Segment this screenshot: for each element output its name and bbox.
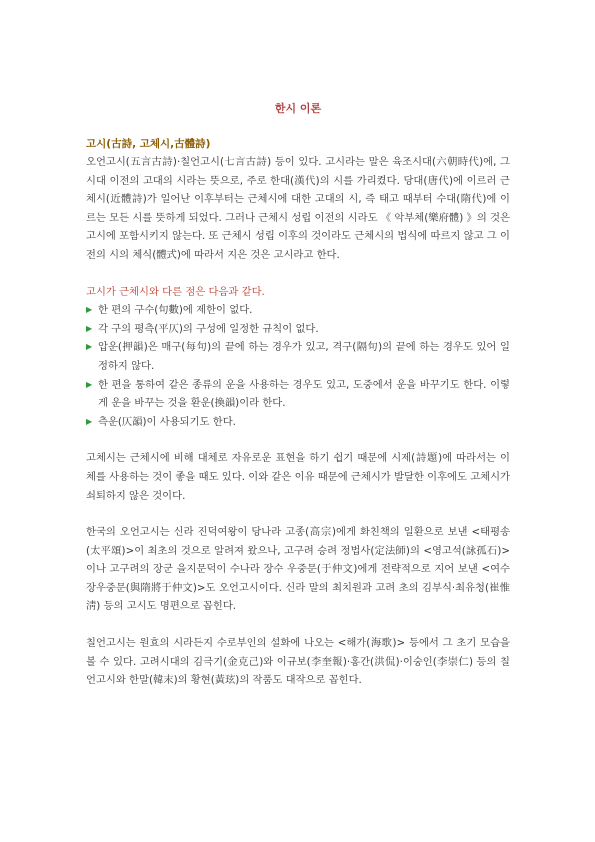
list-item-text: 측운(仄韻)이 사용되기도 한다. (98, 415, 236, 428)
page-title: 한시 이론 (274, 102, 322, 115)
triangle-bullet-icon: ▶ (86, 323, 93, 333)
triangle-bullet-icon: ▶ (86, 416, 93, 426)
difference-list (86, 301, 510, 431)
list-item (86, 376, 510, 413)
section-heading: 고시(古詩, 고체시,古體詩) (86, 138, 211, 150)
body-paragraph: 한국의 오언고시는 신라 진덕여왕이 당나라 고종(高宗)에게 화친책의 일환으로 보낸 <태평송(太平頌)>이 최초의 것으로 알려져 왔으나, 고구려 승려 정법사(定法師)의 <영고석(詠孤石)>이나 고구려의 장군 을지문덕이 수나라 장수 우중문(于仲文)에게 전략적으로 지어 보낸 <여수장우중문(與隋將于仲文)>도 오언고시이다. 신라 말의 최치원과 고려 초의 김부식·최유청(崔惟淸) 등의 고시도 명편으로 꼽힌다. (86, 526, 510, 613)
list-item (86, 320, 510, 339)
list-intro: 고시가 근체시와 다른 점은 다음과 같다. (86, 285, 265, 298)
list-item (86, 413, 510, 432)
body-paragraph: 고체시는 근체시에 비해 대체로 자유로운 표현을 하기 쉽기 때문에 시제(詩題)에 따라서는 이 체를 사용하는 것이 좋을 때도 있다. 이와 같은 이유 때문에 근체시가 발달한 이후에도 고체시가 쇠퇴하지 않은 것이다. (86, 452, 510, 502)
document-page (86, 100, 510, 708)
list-item-text: 한 편을 통하여 같은 종류의 운을 사용하는 경우도 있고, 도중에서 운을 바꾸기도 한다. 이렇게 운을 바꾸는 것을 환운(換韻)이라 한다. (98, 378, 510, 410)
list-item-text: 압운(押韻)은 매구(每句)의 끝에 하는 경우가 있고, 격구(隔句)의 끝에 하는 경우도 있어 일정하지 않다. (98, 341, 510, 372)
list-item-text: 한 편의 구수(句數)에 제한이 없다. (98, 304, 253, 317)
list-item (86, 338, 510, 375)
intro-paragraph: 오언고시(五言古詩)·칠언고시(七言古詩) 등이 있다. 고시라는 말은 육조시대(六朝時代)에, 그 시대 이전의 고대의 시라는 뜻으로, 주로 한대(漢代)의 시를 가리켰다. 당대(唐代)에 이르러 근체시(近體詩)가 일어난 이후부터는 근체시에 대한 고대의 시, 즉 태고 때부터 수대(隋代)에 이르는 모든 시를 뜻하게 되었다. 그러나 근체시 성립 이전의 시라도 《 악부체(樂府體) 》의 것은 고시에 포함시키지 않는다. 또 근체시 성립 이후의 것이라도 근체시의 법식에 따르지 않고 그 이전의 시의 체식(體式)에 따라서 지은 것은 고시라고 한다. (86, 156, 510, 261)
triangle-bullet-icon: ▶ (86, 379, 93, 389)
body-paragraph: 칠언고시는 원효의 시라든지 수로부인의 설화에 나오는 <해가(海歌)> 등에서 그 초기 모습을 볼 수 있다. 고려시대의 김극기(金克己)와 이규보(李奎報)·홍간(洪侃)·이숭인(李崇仁) 등의 칠언고시와 한말(韓末)의 황현(黃玹)의 작품도 대작으로 꼽힌다. (86, 637, 510, 687)
list-item (86, 301, 510, 320)
triangle-bullet-icon: ▶ (86, 342, 93, 352)
triangle-bullet-icon: ▶ (86, 305, 93, 315)
list-item-text: 각 구의 평측(平仄)의 구성에 일정한 규칙이 없다. (98, 322, 319, 335)
